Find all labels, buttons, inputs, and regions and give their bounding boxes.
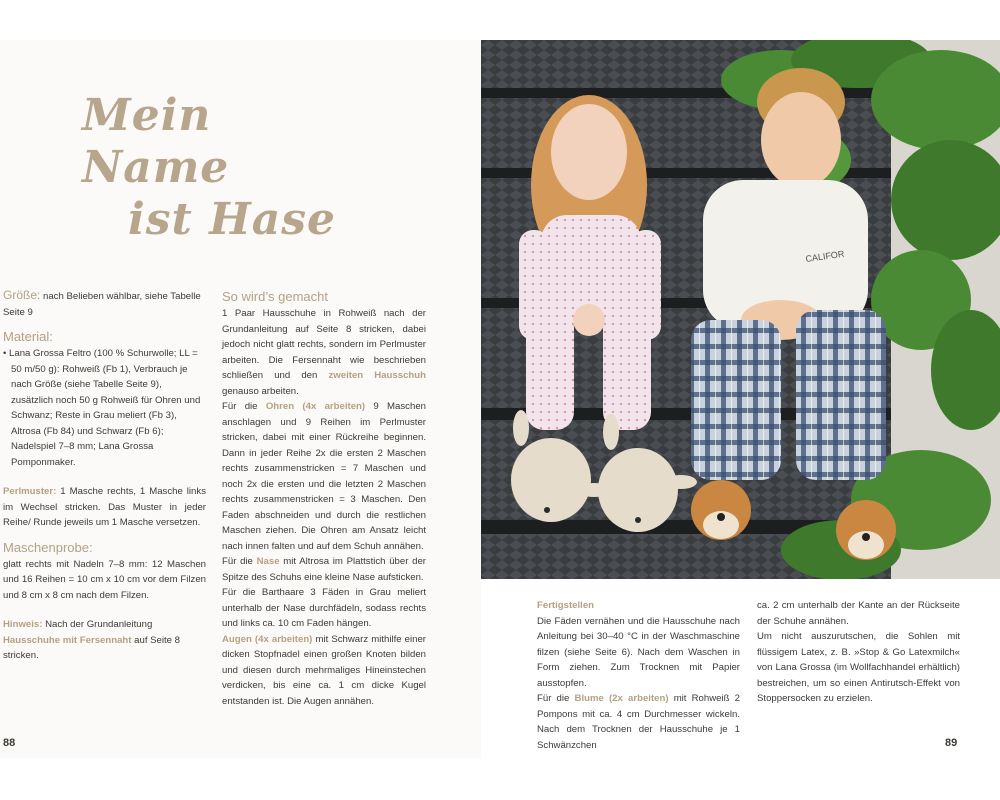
hinweis-label: Hinweis: — [3, 619, 43, 630]
groesse-label: Größe: — [3, 288, 41, 302]
p5-highlight: Augen (4x arbeiten) — [222, 633, 313, 645]
f-p2-post: mit Rohweiß 2 Pompons mit ca. 4 cm Durchmesser wickeln. Nach dem Trocknen der Hausschuhe je 1 Schwänzchen — [537, 693, 740, 751]
material-text: • Lana Grossa Feltro (100 % Schurwolle; LL = 50 m/50 g): Rohweiß (Fb 1), Verbrauch je nach Größe (siehe Tabelle Seite 9), zusätzlich noch 50 g Rohweiß für Ohren und Schwanz; Reste in Grau meliert (Fb 3), Altrosa (Fb 84) und Schwarz (Fb 6); Nadelspiel 7–8 mm; Lana Grossa Pomponmaker. — [3, 348, 201, 468]
p2-post: 9 Maschen anschlagen und 9 Reihen im Perlmuster stricken, dabei mit einer Rückreihe beginnen. Dann in jeder Reihe 2x die ersten 2 Maschen rechts zusammenstricken = 7 Maschen und noch 2x die ersten und die letzten 2 Maschen rechts zusammenstricken = 3 Maschen. Den Faden abschneiden und durch die restlichen Maschen ziehen. Die Ohren am Ansatz leicht nach innen falten und auf dem Schuh annähen. — [222, 401, 426, 552]
groesse-paragraph — [3, 288, 206, 320]
fertigstellen-p2 — [537, 691, 740, 753]
instructions-p5 — [222, 632, 426, 710]
col4-p2: Um nicht auszurutschen, die Sohlen mit flüssigem Latex, z. B. »Stop & Go Latexmilch« von Lana Grossa (im Wollfachhandel erhältlich) bestreichen, um so einen Antirutsch-Effekt von Stoppersocken zu erzielen. — [757, 631, 960, 704]
page-number-right: 89 — [945, 737, 958, 749]
p2-highlight: Ohren (4x arbeiten) — [265, 401, 366, 412]
instructions-p4: Für die Barthaare 3 Fäden in Grau meliert unterhalb der Nase durchfädeln, sodass rechts und links ca. 10 cm Faden hängen. — [222, 587, 426, 629]
maschenprobe-text: glatt rechts mit Nadeln 7–8 mm: 12 Maschen und 16 Reihen = 10 cm x 10 cm vor dem Filzen und 8 cm x 8 cm nach dem Filzen. — [3, 558, 206, 601]
hinweis-link: Hausschuhe mit Fersennaht — [3, 634, 132, 646]
material-heading: Material: — [3, 329, 53, 344]
title-line-1: Mein Name — [82, 90, 230, 193]
p2-pre: Für die — [222, 401, 266, 412]
p3-post: mit Altrosa im Plattstich über der Spitze des Schuhs eine kleine Nase aufsticken. — [222, 556, 426, 583]
right-column-continued — [757, 598, 960, 707]
p5-post: mit Schwarz mithilfe einer dicken Stopfnadel einen großen Knoten bilden und diesen durch mehrmaliges Hineinstechen verdicken, bis eine ca. 1 cm dicke Kugel entstanden ist. Die Augen annähen. — [222, 633, 426, 707]
left-column-materials — [3, 288, 206, 664]
shirt-print: CALIFOR — [804, 248, 845, 264]
perlmuster-label: Perlmuster: — [3, 486, 57, 497]
hinweis-paragraph — [3, 617, 206, 664]
perlmuster-text: 1 Masche rechts, 1 Masche links im Wechsel stricken. Das Muster in jeder Reihe/ Runde jeweils um 1 Masche versetzen. — [3, 486, 206, 528]
fertigstellen-p1: Die Fäden vernähen und die Hausschuhe nach Anleitung bei 30–40 °C in der Waschmaschine filzen (siehe Seite 6). Nach dem Waschen in Form ziehen. Zum Trocknen mit Papier ausstopfen. — [537, 615, 740, 689]
p3-pre: Für die — [222, 556, 257, 567]
groesse-text: nach Belieben wählbar, siehe Tabelle Seite 9 — [3, 291, 201, 318]
hinweis-post: auf Seite 8 stricken. — [3, 634, 181, 661]
title-line-2: ist Hase — [128, 194, 336, 245]
instructions-heading: So wird’s gemacht — [222, 289, 328, 304]
p1-pre: 1 Paar Hausschuhe in Rohweiß nach der Grundanleitung auf Seite 8 stricken, dabei jedoch nicht glatt rechts, sondern im Perlmuster arbeiten. Die Fersennaht wie beschrieben schließen und den — [222, 308, 426, 381]
instructions-p2 — [222, 399, 426, 554]
instructions-p1 — [222, 306, 426, 399]
f-p2-pre: Für die — [537, 693, 575, 704]
right-column-finishing — [537, 598, 740, 753]
p1-highlight: zweiten Hausschuh — [328, 370, 427, 381]
hinweis-pre: Nach der Grundanleitung — [42, 619, 153, 630]
instructions-p3 — [222, 554, 426, 585]
p3-highlight: Nase — [256, 556, 280, 567]
middle-column-instructions — [222, 288, 426, 709]
fertigstellen-heading: Fertigstellen — [537, 600, 595, 611]
f-p2-highlight: Blume (2x arbeiten) — [574, 693, 669, 704]
maschenprobe-heading: Maschenprobe: — [3, 539, 93, 555]
perlmuster-paragraph — [3, 484, 206, 531]
page-title — [82, 90, 362, 246]
page-number-left: 88 — [3, 737, 16, 749]
p1-post: genauso arbeiten. — [222, 385, 299, 397]
col4-p1: ca. 2 cm unterhalb der Kante an der Rückseite der Schuhe annähen. — [757, 600, 960, 627]
photo-children-on-stairs — [481, 40, 1000, 579]
